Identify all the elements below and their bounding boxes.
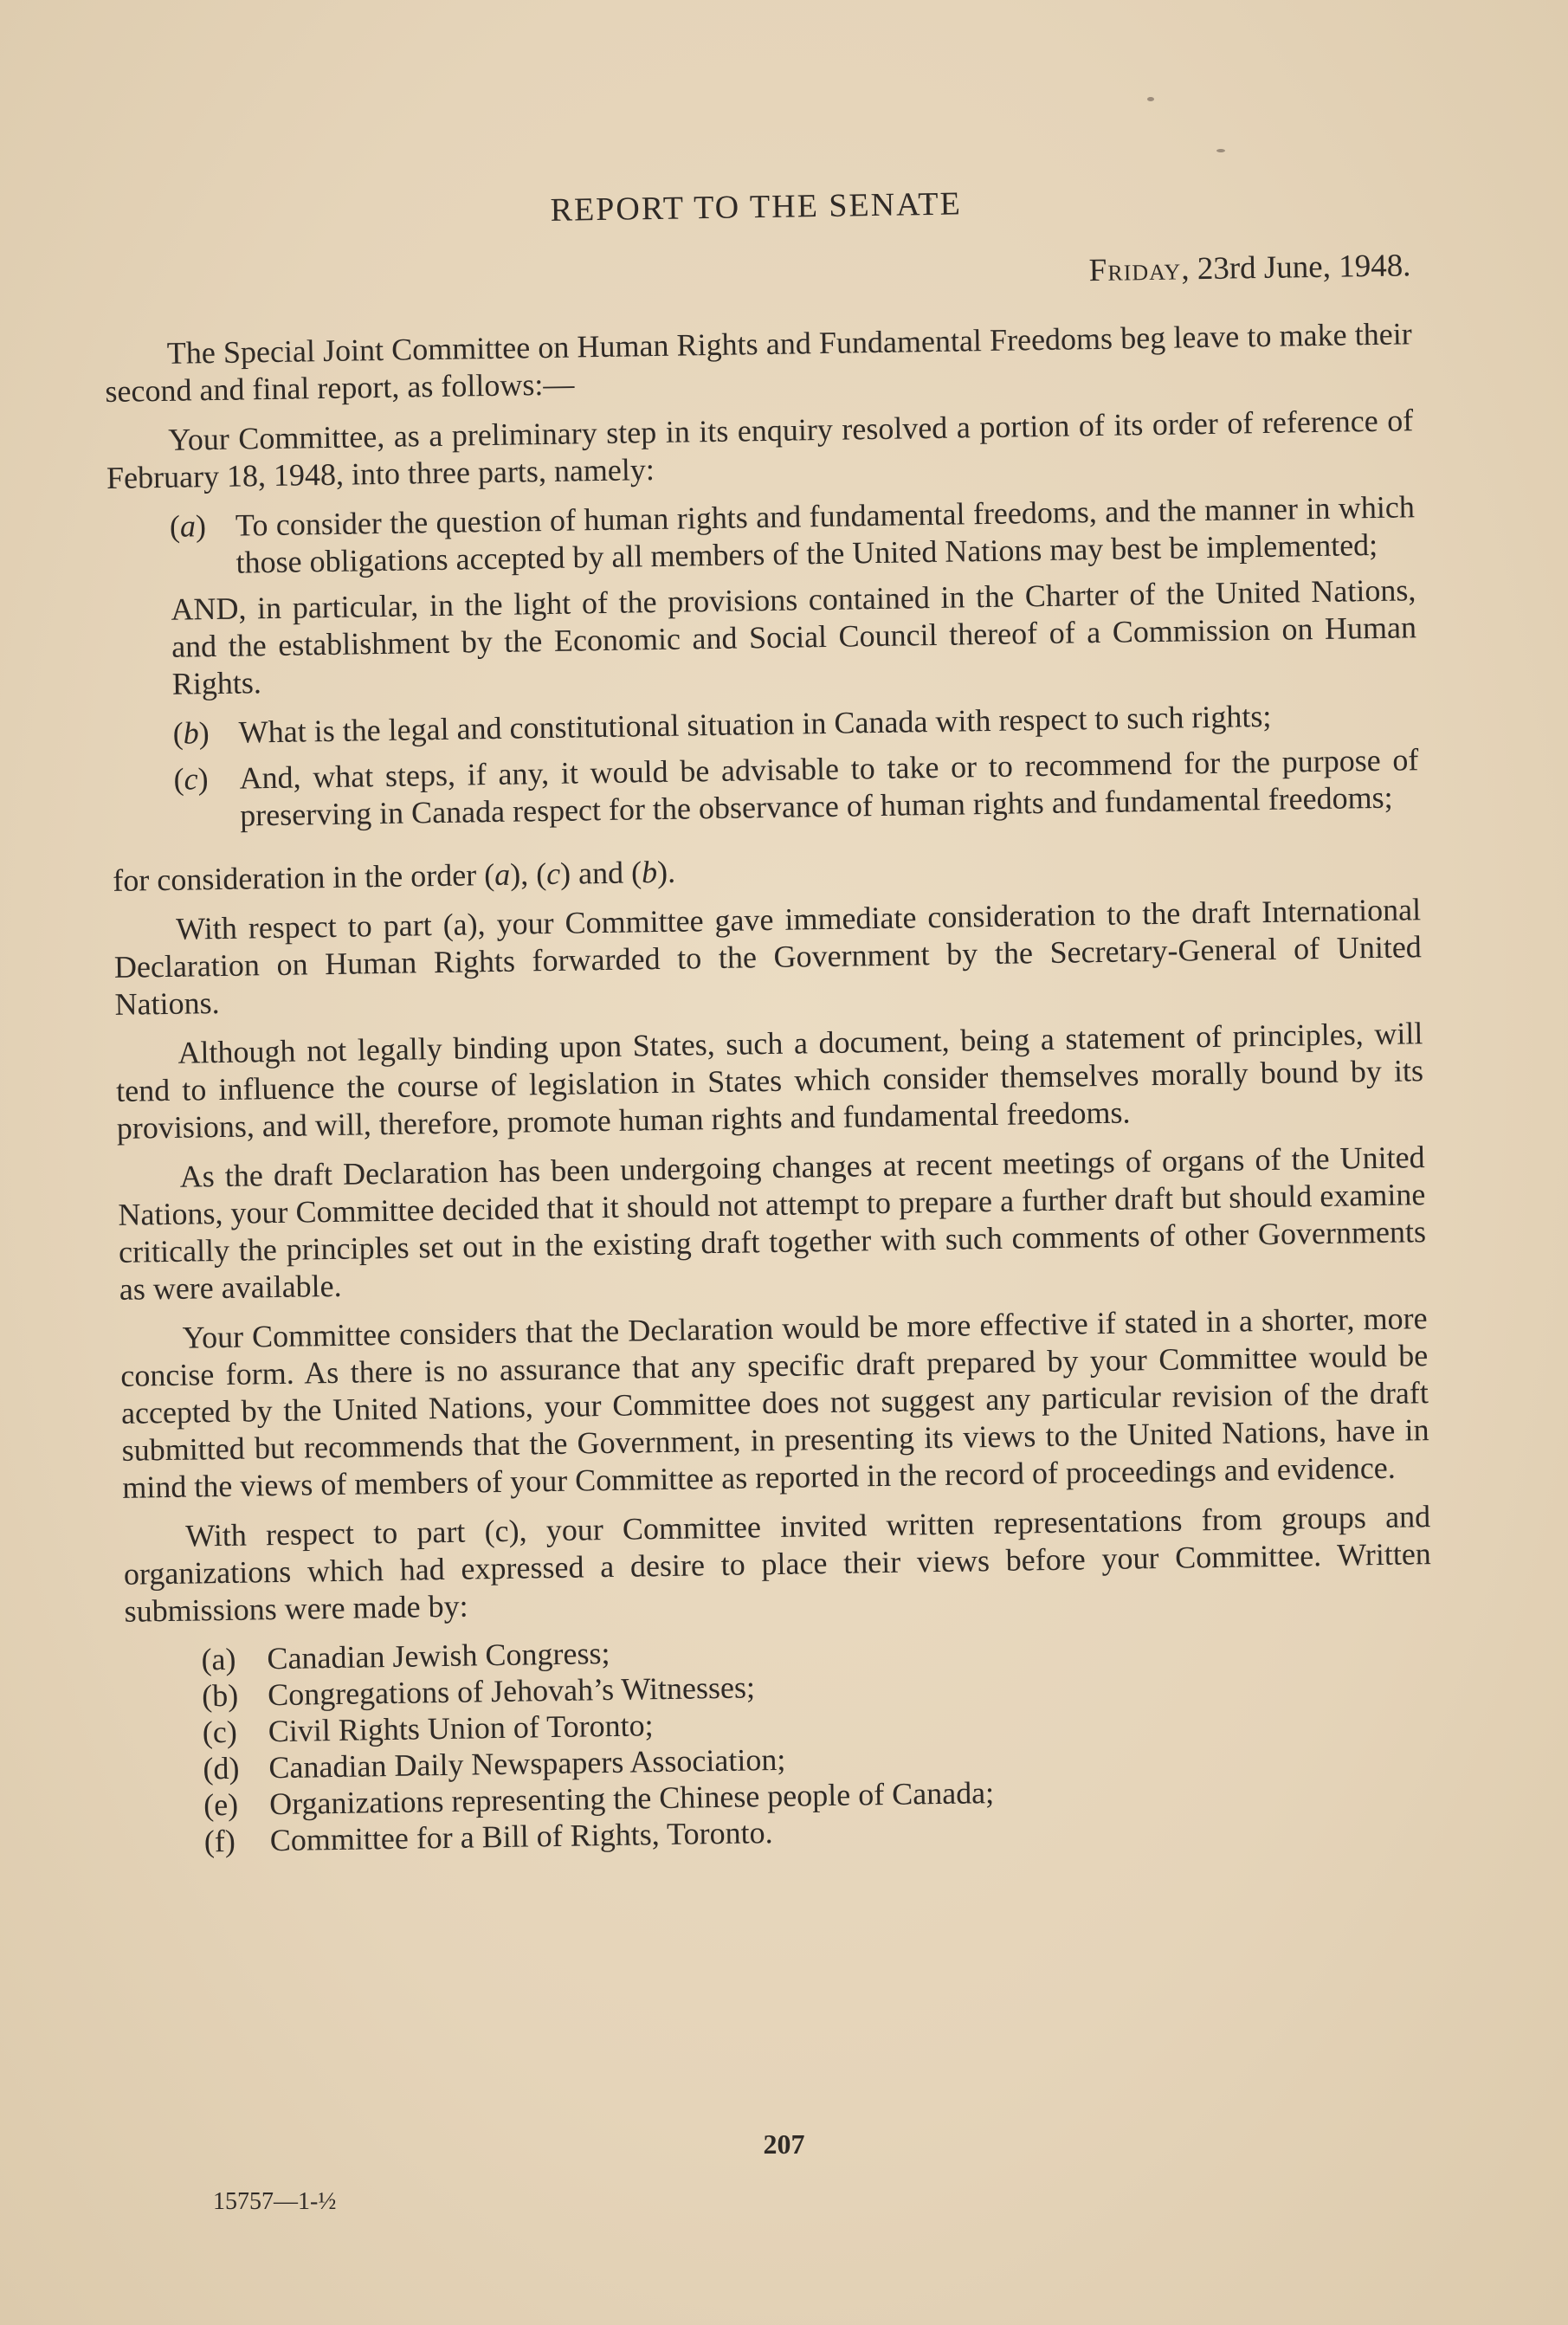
item-marker: (c) <box>173 761 209 797</box>
submissions-list <box>125 1622 1436 1861</box>
date-rest: , 23rd June, 1948. <box>1180 248 1411 287</box>
item-marker: (a) <box>201 1641 236 1677</box>
item-marker: (b) <box>201 1677 239 1714</box>
item-text: Canadian Daily Newspapers Association; <box>268 1741 786 1786</box>
reference-item-c <box>111 741 1419 836</box>
date-day: Friday <box>1088 251 1182 289</box>
item-text: Civil Rights Union of Toronto; <box>268 1708 654 1749</box>
paragraph-part-a: With respect to part (a), your Committee gave immediate consideration to the draft International Declaration on Human Rights forwarded to the Government by the Secretary-General of United Nations. <box>113 892 1423 1022</box>
item-text: Organizations representing the Chinese people of Canada; <box>268 1775 995 1822</box>
paragraph-shorter-form: Your Committee considers that the Declaration would be more effective if stated in a shorter, more concise form. As there is no assurance that any specific draft prepared by your Committee would be accepted by the United Nations, your Committee does not suggest any particular revision of the draft submitted but recommends that the Government, in presenting its views to the United Nations, have in mind the views of members of your Committee as reported in the record of proceedings and evidence. <box>120 1301 1429 1505</box>
page-title: REPORT TO THE SENATE <box>550 185 963 229</box>
intro-paragraph: The Special Joint Committee on Human Rights and Fundamental Freedoms beg leave to make their second and final report, as follows:— <box>105 316 1412 409</box>
paragraph-part-c: With respect to part (c), your Committee invited written representations from groups and organizations which had expressed a desire to place their views before your Committee. Written submissions were made by: <box>123 1499 1432 1629</box>
paragraph-and-in-particular: AND, in particular, in the light of the provisions contained in the Charter of the United Nations, and the establishment by the Economic and Social Council thereof of a Commission on Human Rights. <box>171 572 1417 701</box>
ink-speck <box>1216 149 1225 152</box>
ink-speck <box>1147 97 1154 101</box>
item-marker: (a) <box>169 508 207 544</box>
paragraph-preliminary-step: Your Committee, as a preliminary step in its enquiry resolved a portion of its order of reference of February 18, 1948, into three parts, namely: <box>106 403 1414 495</box>
report-body <box>102 178 1436 1860</box>
item-text: To consider the question of human rights and fundamental freedoms, and the manner in which those obligations accepted by all members of the United Nations may best be implemented; <box>235 489 1416 580</box>
paragraph-draft-declaration: As the draft Declaration has been undergoing changes at recent meetings of organs of the United Nations, your Committee decided that it should not attempt to prepare a further draft but should examine critically the principles set out in the existing draft together with such comments of other Governments as were available. <box>118 1140 1427 1307</box>
order-of-consideration: for consideration in the order (a), (c) and (b). <box>113 854 676 898</box>
item-marker: (b) <box>172 715 210 751</box>
item-text: Committee for a Bill of Rights, Toronto. <box>269 1815 773 1858</box>
item-marker: (d) <box>203 1750 240 1786</box>
item-text: Canadian Jewish Congress; <box>267 1635 610 1676</box>
reference-item-a <box>107 488 1416 584</box>
paragraph-not-legally-binding: Although not legally binding upon States, such a document, being a statement of principles, will tend to influence the course of legislation in States which consider themselves morally bound by its provisions, and will, therefore, promote human rights and fundamental freedoms. <box>115 1016 1424 1146</box>
item-marker: (e) <box>203 1786 239 1823</box>
item-text: What is the legal and constitutional situation in Canada with respect to such rights; <box>238 698 1272 750</box>
page-number: 207 <box>763 2128 805 2160</box>
dateline <box>103 247 1410 305</box>
print-code: 15757—1-½ <box>213 2188 337 2215</box>
item-marker: (c) <box>202 1714 238 1750</box>
item-text: Congregations of Jehovah’s Witnesses; <box>267 1669 756 1713</box>
item-marker: (f) <box>203 1823 236 1859</box>
item-text: And, what steps, if any, it would be advisable to take or to recommend for the purpose of preserving in Canada respect for the observance of human rights and fundamental freedoms; <box>239 742 1419 833</box>
